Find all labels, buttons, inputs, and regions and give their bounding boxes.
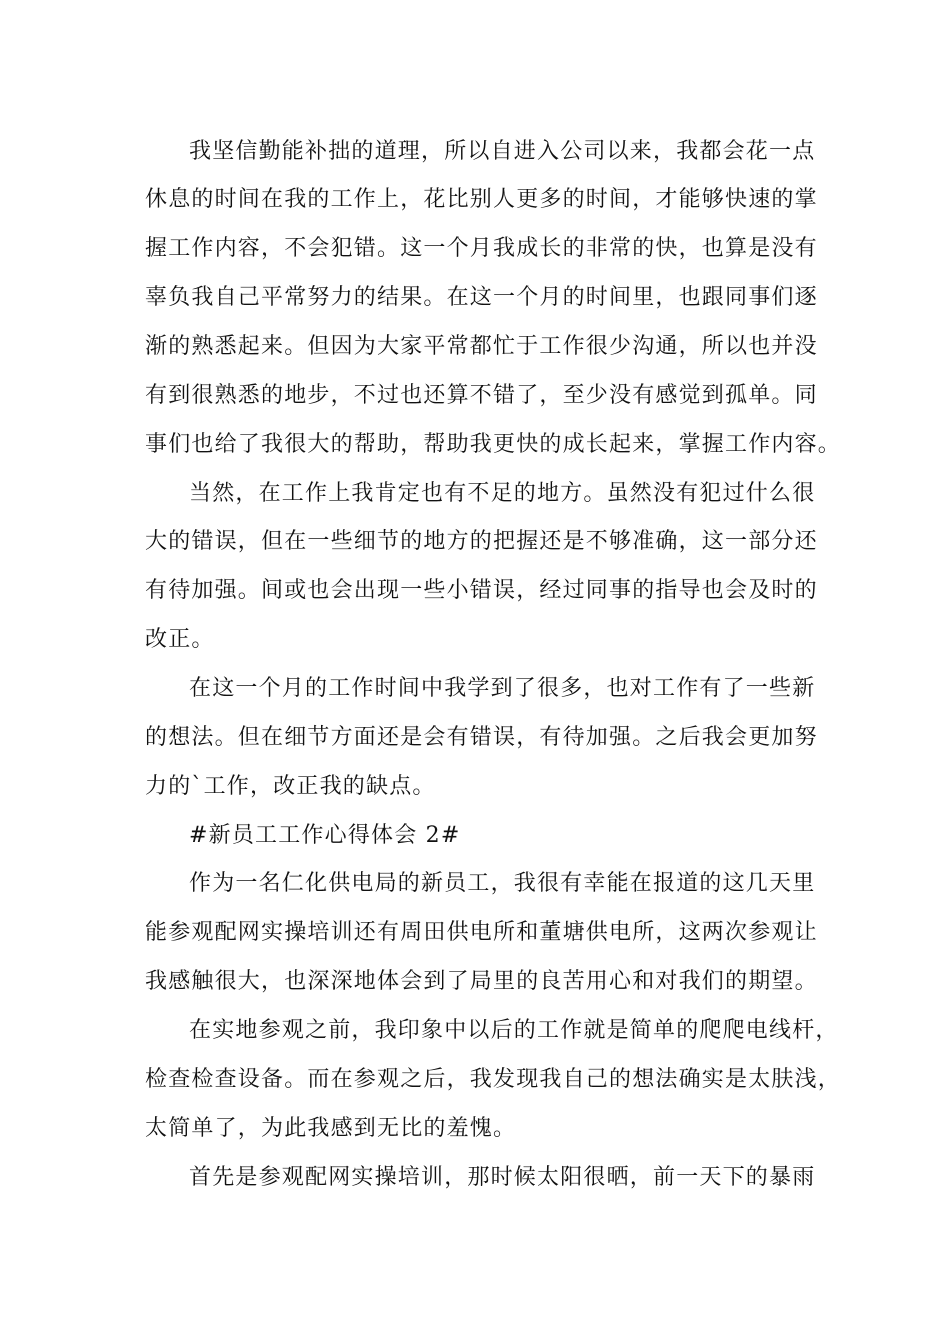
- paragraph-2-line-1: 当然，在工作上我肯定也有不足的地方。虽然没有犯过什么很: [189, 481, 816, 506]
- paragraph-4-line-2: 能参观配网实操培训还有周田供电所和董塘供电所，这两次参观让: [145, 920, 818, 945]
- paragraph-1-line-4: 辜负我自己平常努力的结果。在这一个月的时间里，也跟同事们逐: [145, 285, 818, 310]
- paragraph-3-line-2: 的想法。但在细节方面还是会有错误，有待加强。之后我会更加努: [145, 725, 818, 750]
- section-heading: #新员工工作心得体会 2#: [189, 823, 461, 848]
- paragraph-3-line-1: 在这一个月的工作时间中我学到了很多，也对工作有了一些新: [189, 676, 816, 701]
- paragraph-2-line-3: 有待加强。间或也会出现一些小错误，经过同事的指导也会及时的: [145, 578, 818, 603]
- paragraph-1-line-7: 事们也给了我很大的帮助，帮助我更快的成长起来，掌握工作内容。: [145, 432, 842, 457]
- paragraph-1-line-2: 休息的时间在我的工作上，花比别人更多的时间，才能够快速的掌: [145, 187, 818, 212]
- paragraph-1-line-3: 握工作内容，不会犯错。这一个月我成长的非常的快，也算是没有: [145, 236, 818, 261]
- paragraph-5-line-1: 在实地参观之前，我印象中以后的工作就是简单的爬爬电线杆，: [189, 1018, 839, 1043]
- paragraph-2-line-2: 大的错误，但在一些细节的地方的把握还是不够准确，这一部分还: [145, 529, 818, 554]
- paragraph-5-line-2: 检查检查设备。而在参观之后，我发现我自己的想法确实是太肤浅，: [145, 1067, 842, 1092]
- paragraph-6-line-1: 首先是参观配网实操培训，那时候太阳很晒，前一天下的暴雨: [189, 1165, 816, 1190]
- paragraph-2-line-4: 改正。: [145, 627, 215, 652]
- paragraph-1-line-1: 我坚信勤能补拙的道理，所以自进入公司以来，我都会花一点: [189, 139, 816, 164]
- paragraph-3-line-3: 力的`工作，改正我的缺点。: [145, 774, 436, 799]
- paragraph-1-line-6: 有到很熟悉的地步，不过也还算不错了，至少没有感觉到孤单。同: [145, 383, 818, 408]
- paragraph-5-line-3: 太简单了，为此我感到无比的羞愧。: [145, 1116, 517, 1141]
- paragraph-4-line-1: 作为一名仁化供电局的新员工，我很有幸能在报道的这几天里: [189, 871, 816, 896]
- paragraph-1-line-5: 渐的熟悉起来。但因为大家平常都忙于工作很少沟通，所以也并没: [145, 334, 818, 359]
- paragraph-4-line-3: 我感触很大，也深深地体会到了局里的良苦用心和对我们的期望。: [145, 969, 818, 994]
